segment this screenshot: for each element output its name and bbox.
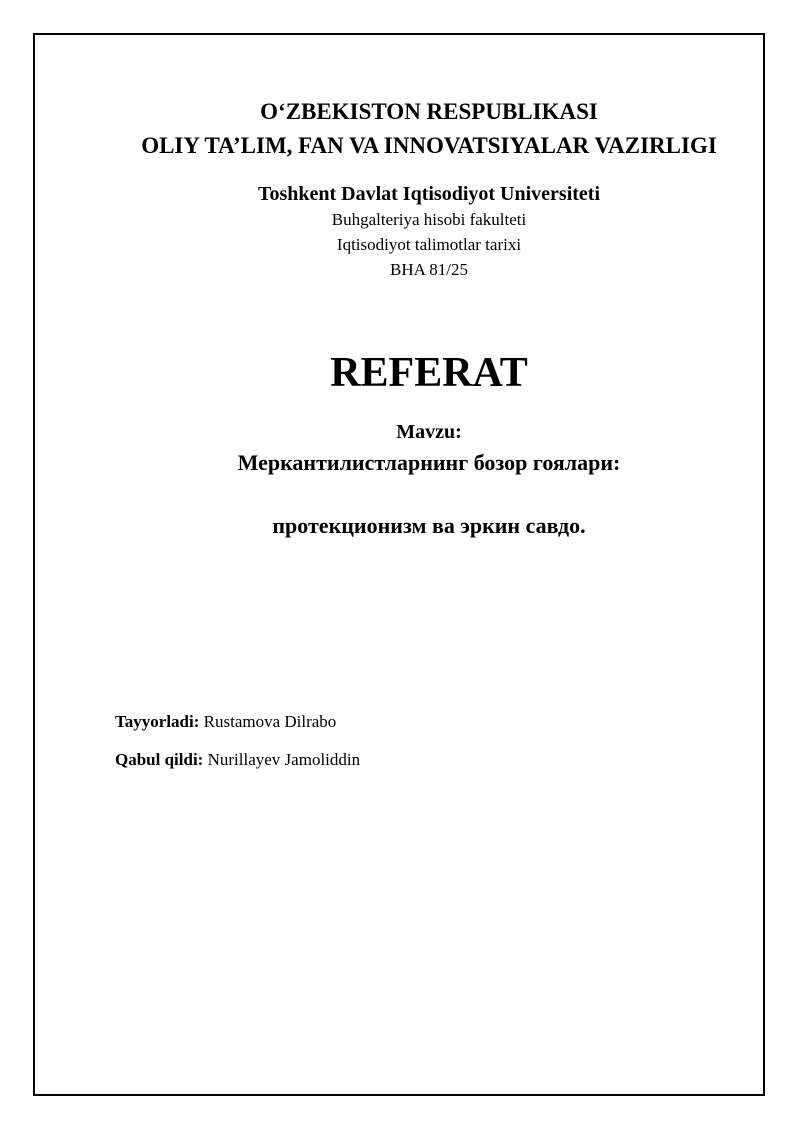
- topic-line-2: протекционизм ва эркин савдо.: [272, 513, 586, 538]
- faculty-name: Buhgalteriya hisobi fakulteti: [331, 210, 527, 229]
- group-code: BHA 81/25: [390, 260, 468, 279]
- republic-title: O‘ZBEKISTON RESPUBLIKASI: [260, 99, 598, 124]
- topic-line-1: Меркантилистларнинг бозор гоялари:: [237, 450, 621, 475]
- prepared-by-label: Tayyorladi:: [115, 712, 200, 731]
- subject-name: Iqtisodiyot talimotlar tarixi: [336, 235, 522, 254]
- ministry-title: OLIY TA’LIM, FAN VA INNOVATSIYALAR VAZIRLIGI: [141, 133, 717, 158]
- accepted-by-label: Qabul qildi:: [115, 750, 204, 769]
- prepared-by-name: Rustamova Dilrabo: [203, 712, 337, 731]
- accepted-by-name: Nurillayev Jamoliddin: [207, 750, 361, 769]
- accepted-by: [115, 751, 360, 768]
- university-name: Toshkent Davlat Iqtisodiyot Universiteti: [257, 183, 601, 205]
- prepared-by: [115, 713, 336, 730]
- topic-label: Mavzu:: [396, 421, 462, 443]
- document-type: REFERAT: [330, 350, 528, 396]
